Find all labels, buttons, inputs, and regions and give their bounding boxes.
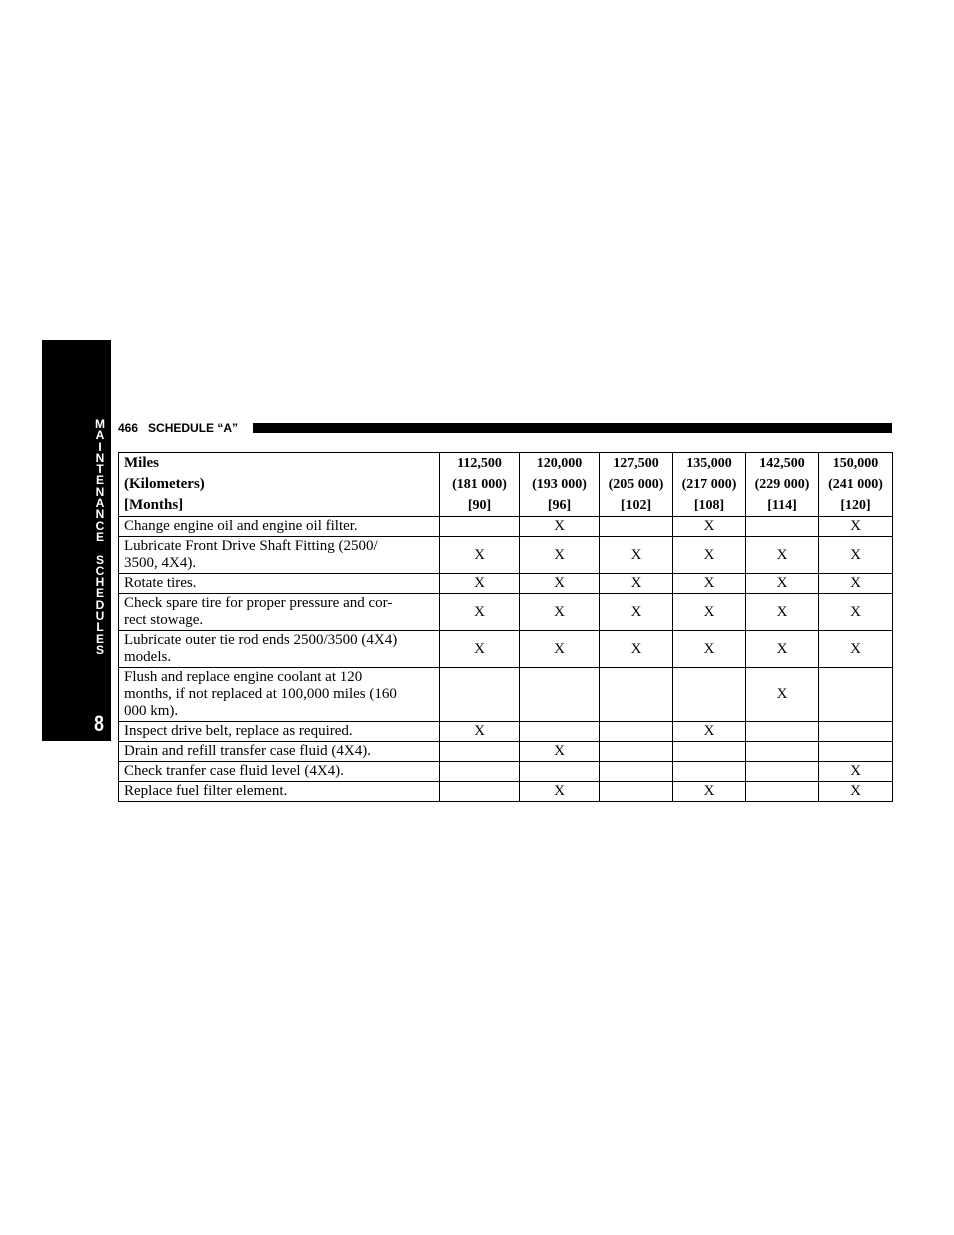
service-mark: X: [746, 537, 819, 574]
interval-months: [102]: [620, 498, 652, 513]
service-task: [119, 537, 440, 574]
table-row: [119, 722, 893, 742]
table-row: [119, 537, 893, 574]
tab-letter: E: [95, 473, 104, 488]
service-mark: X: [600, 537, 673, 574]
tab-letter: E: [95, 586, 104, 601]
kilometers-label: (Kilometers): [124, 476, 205, 492]
service-task: [119, 762, 440, 782]
page-title: SCHEDULE “A”: [148, 421, 239, 435]
interval-miles: 112,500: [457, 456, 502, 471]
service-mark: X: [746, 668, 819, 722]
interval-header: [440, 453, 520, 517]
service-task-line: rect stowage.: [124, 612, 204, 628]
service-mark: X: [520, 742, 600, 762]
service-task-line: 3500, 4X4).: [124, 555, 197, 571]
service-task: [119, 668, 440, 722]
table-row: [119, 631, 893, 668]
service-mark: X: [673, 574, 746, 594]
page-number: 466: [118, 421, 139, 435]
tab-letter: S: [95, 552, 104, 567]
tab-letter: C: [95, 563, 105, 578]
service-mark: X: [673, 782, 746, 802]
table-row: [119, 517, 893, 537]
service-task: [119, 631, 440, 668]
service-mark: [600, 722, 673, 742]
service-mark: [673, 762, 746, 782]
interval-header: [600, 453, 673, 517]
tab-letter: C: [95, 518, 105, 533]
service-mark: X: [520, 594, 600, 631]
service-mark: X: [600, 574, 673, 594]
service-mark: X: [673, 594, 746, 631]
service-task-line: models.: [124, 649, 172, 665]
tab-letter: I: [98, 439, 102, 454]
service-task-line: Drain and refill transfer case fluid (4X4).: [124, 743, 371, 759]
months-label: [Months]: [124, 497, 184, 513]
service-mark: [600, 668, 673, 722]
interval-miles: 135,000: [686, 456, 732, 471]
interval-miles: 120,000: [536, 456, 583, 471]
page-header: [118, 420, 238, 436]
tab-letter: N: [95, 450, 105, 465]
service-mark: X: [600, 631, 673, 668]
interval-km: (205 000): [608, 477, 664, 492]
tab-letter: N: [95, 507, 105, 522]
maintenance-schedule-table: [118, 452, 893, 802]
table-row: [119, 742, 893, 762]
service-mark: X: [600, 594, 673, 631]
service-mark: X: [819, 537, 893, 574]
service-mark: X: [520, 782, 600, 802]
service-mark: [440, 517, 520, 537]
interval-header: [673, 453, 746, 517]
service-mark: X: [673, 722, 746, 742]
table-row: [119, 574, 893, 594]
service-mark: [520, 762, 600, 782]
tab-letter: S: [95, 642, 104, 657]
service-task: [119, 574, 440, 594]
service-mark: X: [673, 517, 746, 537]
chapter-number: 8: [94, 711, 104, 736]
interval-months: [108]: [693, 498, 725, 513]
service-task-line: Check spare tire for proper pressure and cor-: [124, 595, 393, 611]
interval-miles: 127,500: [613, 456, 659, 471]
service-mark: [819, 722, 893, 742]
service-mark: X: [746, 631, 819, 668]
service-mark: X: [440, 722, 520, 742]
service-task-line: 000 km).: [124, 703, 179, 719]
table-row: [119, 762, 893, 782]
interval-km: (229 000): [754, 477, 810, 492]
table-header-row: [119, 453, 893, 517]
service-mark: [673, 668, 746, 722]
service-mark: [746, 782, 819, 802]
interval-months: [120]: [840, 498, 871, 513]
service-mark: X: [440, 537, 520, 574]
service-mark: X: [520, 631, 600, 668]
service-mark: [520, 668, 600, 722]
interval-km: (217 000): [681, 477, 737, 492]
service-mark: X: [819, 574, 893, 594]
interval-miles: 142,500: [759, 456, 805, 471]
service-task: [119, 517, 440, 537]
interval-km: (241 000): [828, 477, 883, 492]
service-mark: [746, 742, 819, 762]
service-task-line: Lubricate Front Drive Shaft Fitting (2500/: [124, 538, 378, 554]
service-task: [119, 782, 440, 802]
service-mark: [746, 517, 819, 537]
service-mark: X: [819, 631, 893, 668]
interval-header: [819, 453, 893, 517]
tab-letter: E: [95, 631, 104, 646]
service-task: [119, 594, 440, 631]
table-row: [119, 594, 893, 631]
tab-letter: T: [96, 462, 104, 477]
interval-header: [746, 453, 819, 517]
tab-letter: H: [95, 575, 105, 590]
interval-km: (181 000): [452, 477, 507, 492]
chapter-tab-letters: [93, 419, 107, 656]
miles-label: Miles: [124, 455, 159, 471]
tab-letter: A: [95, 428, 105, 443]
service-mark: [673, 742, 746, 762]
table-row: [119, 782, 893, 802]
service-mark: X: [819, 594, 893, 631]
tab-letter: D: [95, 597, 105, 612]
service-mark: [440, 782, 520, 802]
service-mark: X: [819, 782, 893, 802]
service-mark: X: [440, 574, 520, 594]
service-task-line: Rotate tires.: [124, 575, 197, 591]
service-mark: [600, 762, 673, 782]
service-task-line: Replace fuel filter element.: [124, 783, 288, 799]
tab-letter: L: [96, 620, 104, 635]
interval-miles: 150,000: [832, 456, 879, 471]
tab-letter: U: [95, 609, 105, 624]
service-mark: X: [746, 594, 819, 631]
service-task: [119, 722, 440, 742]
service-mark: X: [819, 762, 893, 782]
table-row: [119, 668, 893, 722]
header-rule: [253, 423, 892, 433]
service-mark: [600, 742, 673, 762]
service-mark: [600, 517, 673, 537]
service-task-line: Inspect drive belt, replace as required.: [124, 723, 353, 739]
service-mark: X: [746, 574, 819, 594]
service-mark: X: [673, 537, 746, 574]
tab-letter: N: [95, 484, 105, 499]
interval-header: [520, 453, 600, 517]
tab-letter: E: [95, 529, 104, 544]
service-mark: [819, 668, 893, 722]
interval-km: (193 000): [532, 477, 587, 492]
service-task-line: Change engine oil and engine oil filter.: [124, 518, 358, 534]
interval-months: [90]: [467, 498, 492, 513]
service-mark: X: [440, 594, 520, 631]
service-mark: [746, 722, 819, 742]
interval-label-header: [119, 453, 440, 517]
service-task-line: months, if not replaced at 100,000 miles (160: [124, 686, 397, 702]
service-mark: X: [520, 574, 600, 594]
service-mark: [440, 668, 520, 722]
service-task: [119, 742, 440, 762]
service-task-line: Lubricate outer tie rod ends 2500/3500 (4X4): [124, 632, 398, 648]
service-mark: [440, 762, 520, 782]
service-task-line: Check tranfer case fluid level (4X4).: [124, 763, 344, 779]
service-mark: X: [520, 537, 600, 574]
service-mark: [746, 762, 819, 782]
service-mark: X: [819, 517, 893, 537]
service-mark: [819, 742, 893, 762]
interval-months: [114]: [767, 498, 797, 513]
interval-months: [96]: [547, 498, 572, 513]
service-task-line: Flush and replace engine coolant at 120: [124, 669, 363, 685]
service-mark: [600, 782, 673, 802]
service-mark: X: [520, 517, 600, 537]
service-mark: X: [440, 631, 520, 668]
service-mark: X: [673, 631, 746, 668]
tab-letter: A: [95, 496, 105, 511]
service-mark: [440, 742, 520, 762]
tab-letter: M: [95, 417, 105, 431]
service-mark: [520, 722, 600, 742]
